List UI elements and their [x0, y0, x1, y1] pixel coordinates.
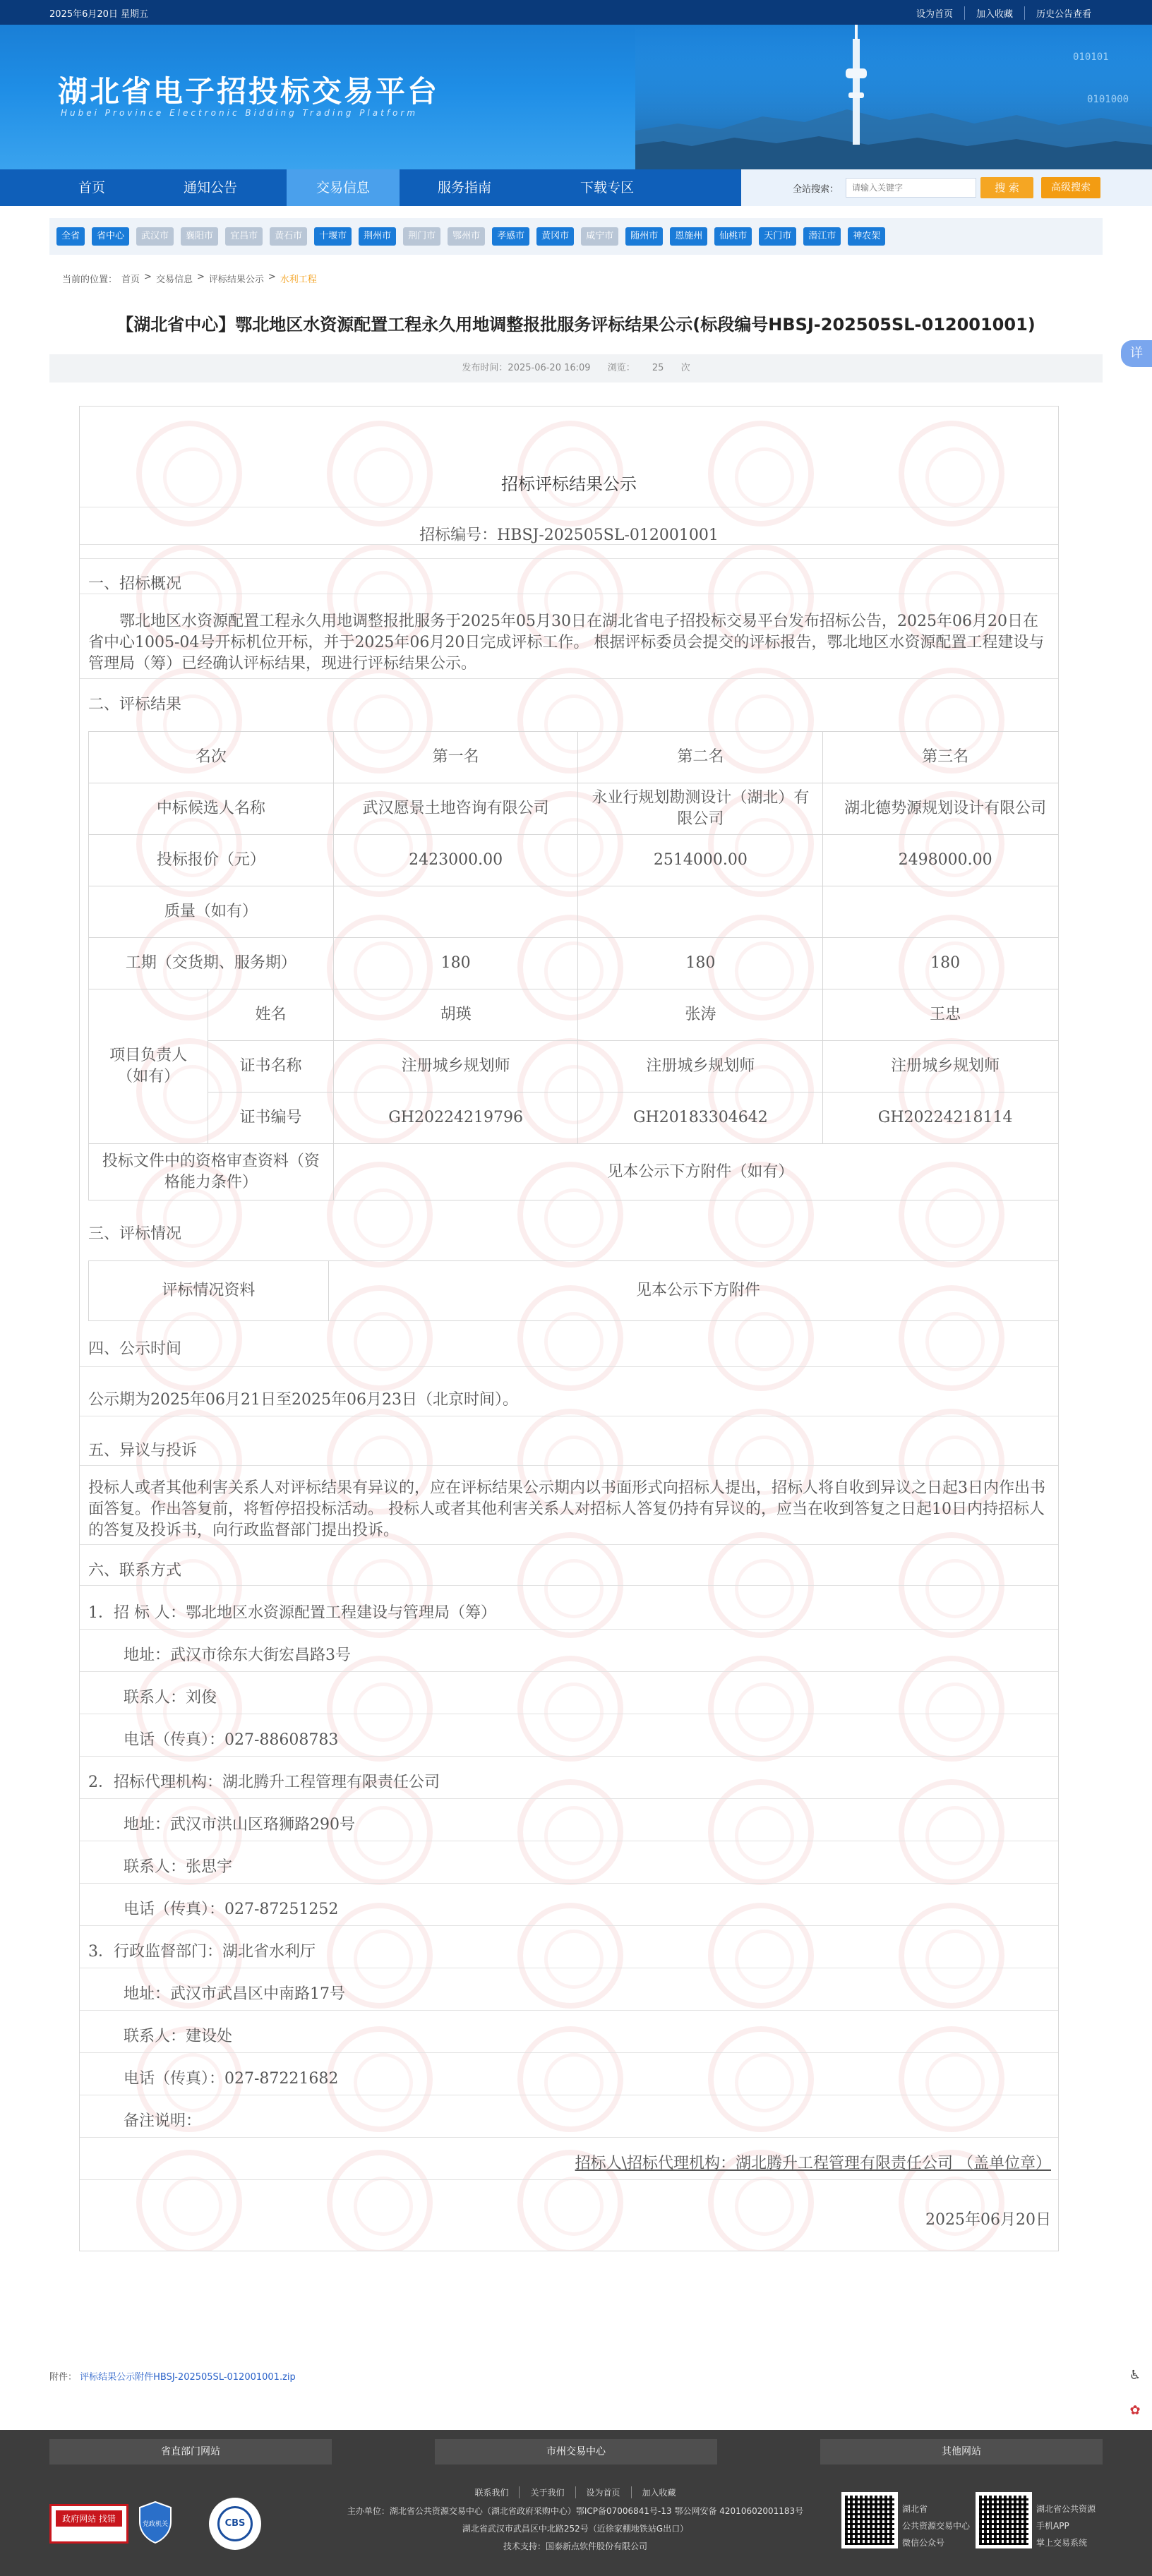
breadcrumb-trade-info[interactable]: 交易信息 — [155, 275, 193, 285]
nav-downloads[interactable]: 下载专区 — [580, 180, 634, 195]
region-tag[interactable]: 神农架 — [848, 227, 885, 246]
tenderer-address: 地址：武汉市徐东大街宏昌路3号 — [124, 1647, 351, 1664]
region-tag[interactable]: 武汉市 — [136, 227, 174, 246]
advanced-search-button[interactable]: 高级搜索 — [1041, 177, 1100, 198]
table-header: 第一名 — [333, 732, 578, 783]
region-tag[interactable]: 天门市 — [759, 227, 796, 246]
divider — [80, 1925, 1058, 1926]
other-sites[interactable]: 其他网站 — [820, 2439, 1103, 2464]
region-tag[interactable]: 襄阳市 — [181, 227, 218, 246]
divider — [80, 558, 1058, 559]
agency-address: 地址：武汉市洪山区珞狮路290号 — [124, 1816, 355, 1834]
quality-cell — [823, 886, 1059, 938]
section-title: 一、招标概况 — [88, 575, 182, 593]
table-header: 名次 — [89, 732, 334, 783]
breadcrumb-sep: > — [196, 272, 205, 282]
cert-number: GH20224218114 — [823, 1093, 1059, 1144]
seal-watermark — [517, 1903, 623, 2009]
region-tag[interactable]: 省中心 — [92, 227, 129, 246]
announcement-document — [79, 406, 1059, 2251]
city-trade-centers[interactable]: 市州交易中心 — [435, 2439, 717, 2464]
host-info: 主办单位：湖北省公共资源交易中心（湖北省政府采购中心）鄂ICP备07006841号-13 鄂公网安备 42010602001183号 — [347, 2506, 804, 2516]
set-homepage-link[interactable]: 设为首页 — [916, 9, 953, 20]
nav-trade-info[interactable]: 交易信息 — [287, 169, 400, 206]
divider — [80, 678, 1058, 679]
region-tag[interactable]: 孝感市 — [492, 227, 529, 246]
region-tag[interactable]: 恩施州 — [670, 227, 707, 246]
seal-watermark — [708, 1779, 814, 1885]
divider — [80, 1629, 1058, 1630]
row-label: 评标情况资料 — [89, 1261, 329, 1321]
region-tag[interactable]: 荆州市 — [359, 227, 396, 246]
address-info: 湖北省武汉市武昌区中北路252号（近徐家棚地铁站G出口） — [462, 2524, 689, 2534]
supervisor-contact: 联系人：建设处 — [124, 2028, 233, 2045]
seal-watermark — [708, 2026, 814, 2132]
view-count: 25 — [652, 363, 664, 373]
footer-links — [441, 2486, 709, 2498]
supervisor-title: 3．行政监督部门：湖北省水利厅 — [88, 1943, 316, 1961]
city-skyline-image — [635, 25, 1152, 169]
site-footer — [0, 2430, 1152, 2576]
top-links — [905, 6, 1103, 20]
region-tag[interactable]: 咸宁市 — [581, 227, 618, 246]
tenderer-contact: 联系人：刘俊 — [124, 1689, 217, 1707]
divider — [80, 1465, 1058, 1466]
svg-text:0101000: 0101000 — [1087, 94, 1129, 105]
app-qr-label: 湖北省公共资源 手机APP 掌上交易系统 — [1036, 2504, 1096, 2548]
accessibility-icon[interactable]: ♿ — [1129, 2368, 1141, 2383]
section-title: 四、公示时间 — [88, 1340, 182, 1358]
agency-contact: 联系人：张思宇 — [124, 1858, 233, 1876]
announcement-date: 2025年06月20日 — [925, 2211, 1051, 2229]
evaluation-table — [88, 1260, 1059, 1321]
cbs-logo-text: CBS — [217, 2506, 253, 2541]
supervisor-address: 地址：武汉市武昌区中南路17号 — [124, 1985, 345, 2003]
party-gov-logo[interactable] — [137, 2500, 174, 2544]
breadcrumb-sep: > — [144, 272, 152, 282]
seal-watermark — [327, 2150, 433, 2251]
row-label: 项目负责人（如有） — [89, 989, 208, 1144]
tenderer-title: 1．招 标 人：鄂北地区水资源配置工程建设与管理局（筹） — [88, 1604, 496, 1622]
section-text: 公示期为2025年06月21日至2025年06月23日（北京时间）。 — [88, 1391, 518, 1409]
agency-phone: 电话（传真）：027-87251252 — [124, 1901, 339, 1918]
add-favorite-link[interactable]: 加入收藏 — [964, 6, 1024, 20]
region-tag[interactable]: 十堰市 — [314, 227, 352, 246]
region-tag[interactable]: 鄂州市 — [448, 227, 485, 246]
attachment-link[interactable]: 评标结果公示附件HBSJ-202505SL-012001001.zip — [80, 2372, 296, 2383]
seal-watermark — [136, 2150, 242, 2251]
evaluation-value: 见本公示下方附件 — [328, 1261, 1059, 1321]
row-label: 工期（交货期、服务期） — [89, 938, 334, 989]
divider — [80, 1671, 1058, 1672]
manager-name: 胡瑛 — [333, 989, 578, 1041]
seal-watermark — [517, 2026, 623, 2132]
nav-notices[interactable]: 通知公告 — [183, 180, 237, 195]
views-label: 浏览： — [607, 363, 635, 373]
section-title: 六、联系方式 — [88, 1562, 182, 1579]
table-header: 第三名 — [823, 732, 1059, 783]
add-favorite-link[interactable]: 加入收藏 — [631, 2486, 687, 2498]
row-label: 质量（如有） — [89, 886, 334, 938]
seal-watermark — [517, 1779, 623, 1885]
site-title[interactable]: 湖北省电子招投标交易平台 — [58, 74, 440, 109]
manager-name: 王忠 — [823, 989, 1059, 1041]
row-label: 中标候选人名称 — [89, 783, 334, 835]
set-homepage-link[interactable]: 设为首页 — [575, 2486, 631, 2498]
sub-label: 姓名 — [208, 989, 333, 1041]
divider — [80, 2179, 1058, 2180]
region-tag[interactable]: 潜江市 — [803, 227, 841, 246]
region-tag[interactable]: 全省 — [56, 227, 85, 246]
quality-cell — [333, 886, 578, 938]
section-title: 三、评标情况 — [88, 1225, 182, 1243]
main-nav — [0, 169, 1152, 206]
views-unit: 次 — [680, 363, 690, 373]
breadcrumb-result-notice[interactable]: 评标结果公示 — [208, 275, 264, 285]
search-input[interactable] — [846, 178, 976, 198]
divider — [80, 1544, 1058, 1545]
nav-service-guide[interactable]: 服务指南 — [437, 180, 491, 195]
divider — [80, 1756, 1058, 1757]
divider — [80, 2137, 1058, 2138]
history-notice-link[interactable]: 历史公告查看 — [1024, 6, 1103, 20]
bid-price: 2498000.00 — [823, 835, 1059, 886]
service-period: 180 — [578, 938, 823, 989]
breadcrumb — [62, 272, 317, 285]
breadcrumb-label: 当前的位置： — [62, 275, 118, 285]
region-tag[interactable]: 黄石市 — [270, 227, 307, 246]
section-title: 五、异议与投诉 — [88, 1442, 198, 1459]
row-label: 投标文件中的资格审查资料（资格能力条件） — [89, 1144, 334, 1200]
site-subtitle: Hubei Province Electronic Bidding Trading Platform — [61, 108, 419, 118]
region-filter-bar — [49, 218, 1103, 255]
service-period: 180 — [823, 938, 1059, 989]
nav-home[interactable]: 首页 — [78, 180, 105, 195]
bid-price: 2514000.00 — [578, 835, 823, 886]
about-us-link[interactable]: 关于我们 — [519, 2486, 575, 2498]
shield-icon — [137, 2500, 174, 2544]
remark-label: 备注说明： — [124, 2112, 202, 2130]
cbs-logo[interactable] — [209, 2498, 261, 2550]
page-title: 【湖北省中心】鄂北地区水资源配置工程永久用地调整报批服务评标结果公示(标段编号HBSJ-202505SL-012001001) — [116, 315, 1036, 335]
divider — [80, 1883, 1058, 1884]
result-table — [88, 731, 1059, 1200]
region-tag[interactable]: 宜昌市 — [225, 227, 263, 246]
breadcrumb-current[interactable]: 水利工程 — [280, 275, 317, 285]
region-tag[interactable]: 荆门市 — [403, 227, 440, 246]
bid-number: 招标编号：HBSJ-202505SL-012001001 — [419, 526, 719, 544]
detail-side-tab[interactable]: 详 — [1121, 340, 1152, 367]
wechat-qr-code — [841, 2492, 898, 2548]
bid-price: 2423000.00 — [333, 835, 578, 886]
section-text: 投标人或者其他利害关系人对评标结果有异议的，应在评标结果公示期内以书面形式向招标人提出，招标人将自收到异议之日起3日内作出书面答复。作出答复前，将暂停招投标活动。 投标人或者其他利害关系人对招标人答复仍持有异议的，应当在收到答复之日起10日内持招标人的答复及投诉书，向行政监督部门提出投诉。 — [88, 1479, 1046, 1539]
candidate-name: 永业行规划勘测设计（湖北）有限公司 — [578, 783, 823, 835]
cert-name: 注册城乡规划师 — [333, 1041, 578, 1093]
seal-watermark — [899, 1779, 1004, 1885]
cert-number: GH20224219796 — [333, 1093, 578, 1144]
attachment-row — [49, 2369, 296, 2383]
divider — [80, 1798, 1058, 1799]
tenderer-phone: 电话（传真）：027-88608783 — [124, 1731, 339, 1749]
attachment-label: 附件： — [49, 2372, 78, 2383]
cert-number: GH20183304642 — [578, 1093, 823, 1144]
seal-watermark — [899, 2026, 1004, 2132]
agency-title: 2．招标代理机构：湖北腾升工程管理有限责任公司 — [88, 1774, 440, 1791]
share-icon[interactable]: ✿ — [1129, 2403, 1141, 2418]
current-date: 2025年6月20日 星期五 — [49, 9, 149, 20]
region-tag[interactable]: 仙桃市 — [714, 227, 752, 246]
gov-site-logo-text: 政府网站 找错 — [56, 2510, 122, 2527]
sub-label: 证书名称 — [208, 1041, 333, 1093]
app-qr-code — [976, 2492, 1032, 2548]
footer-info — [282, 2503, 868, 2556]
article-meta — [49, 354, 1103, 383]
breadcrumb-home[interactable]: 首页 — [121, 275, 140, 285]
site-banner — [0, 25, 1152, 169]
region-tag[interactable]: 黄冈市 — [536, 227, 574, 246]
search-label: 全站搜索： — [793, 184, 839, 195]
section-text: 鄂北地区水资源配置工程永久用地调整报批服务于2025年05月30日在湖北省电子招投标交易平台发布招标公告，2025年06月20日在省中心1005-04号开标机位开标，并于2025年06月20日完成评标工作。 根据评标委员会提交的评标报告，鄂北地区水资源配置工程建设与管理局（筹）已经确认评标结果，现进行评标结果公示。 — [88, 613, 1045, 673]
top-bar — [0, 0, 1152, 25]
divider — [80, 1585, 1058, 1586]
tech-support: 技术支持：国泰新点软件股份有限公司 — [503, 2541, 647, 2551]
seal-watermark — [708, 1903, 814, 2009]
gov-site-logo[interactable] — [49, 2504, 128, 2544]
cert-name: 注册城乡规划师 — [578, 1041, 823, 1093]
region-tag[interactable]: 随州市 — [625, 227, 663, 246]
divider — [80, 1366, 1058, 1367]
candidate-name: 湖北德势源规划设计有限公司 — [823, 783, 1059, 835]
candidate-name: 武汉愿景土地咨询有限公司 — [333, 783, 578, 835]
contact-us-link[interactable]: 联系我们 — [474, 2488, 509, 2498]
manager-name: 张涛 — [578, 989, 823, 1041]
seal-watermark — [899, 1903, 1004, 2009]
publish-time: 发布时间：2025-06-20 16:09 — [462, 363, 591, 373]
seal-watermark — [327, 2026, 433, 2132]
service-period: 180 — [333, 938, 578, 989]
divider — [80, 2052, 1058, 2053]
breadcrumb-sep: > — [268, 272, 276, 282]
quality-cell — [578, 886, 823, 938]
signature-line: 招标人\招标代理机构：湖北腾升工程管理有限责任公司 （盖单位章） — [575, 2155, 1051, 2172]
document-heading: 招标评标结果公示 — [501, 474, 637, 494]
qualification-value: 见本公示下方附件（如有） — [333, 1144, 1059, 1200]
search-button[interactable]: 搜 索 — [980, 177, 1033, 198]
row-label: 投标报价（元） — [89, 835, 334, 886]
sub-label: 证书编号 — [208, 1093, 333, 1144]
cert-name: 注册城乡规划师 — [823, 1041, 1059, 1093]
provincial-dept-sites[interactable]: 省直部门网站 — [49, 2439, 332, 2464]
wechat-qr-label: 湖北省 公共资源交易中心 微信公众号 — [902, 2504, 971, 2548]
svg-text:党政机关: 党政机关 — [142, 2521, 169, 2528]
supervisor-phone: 电话（传真）：027-87221682 — [124, 2070, 339, 2088]
section-title: 二、评标结果 — [88, 696, 182, 714]
divider — [80, 2010, 1058, 2011]
svg-text:010101: 010101 — [1073, 52, 1109, 63]
table-header: 第二名 — [578, 732, 823, 783]
